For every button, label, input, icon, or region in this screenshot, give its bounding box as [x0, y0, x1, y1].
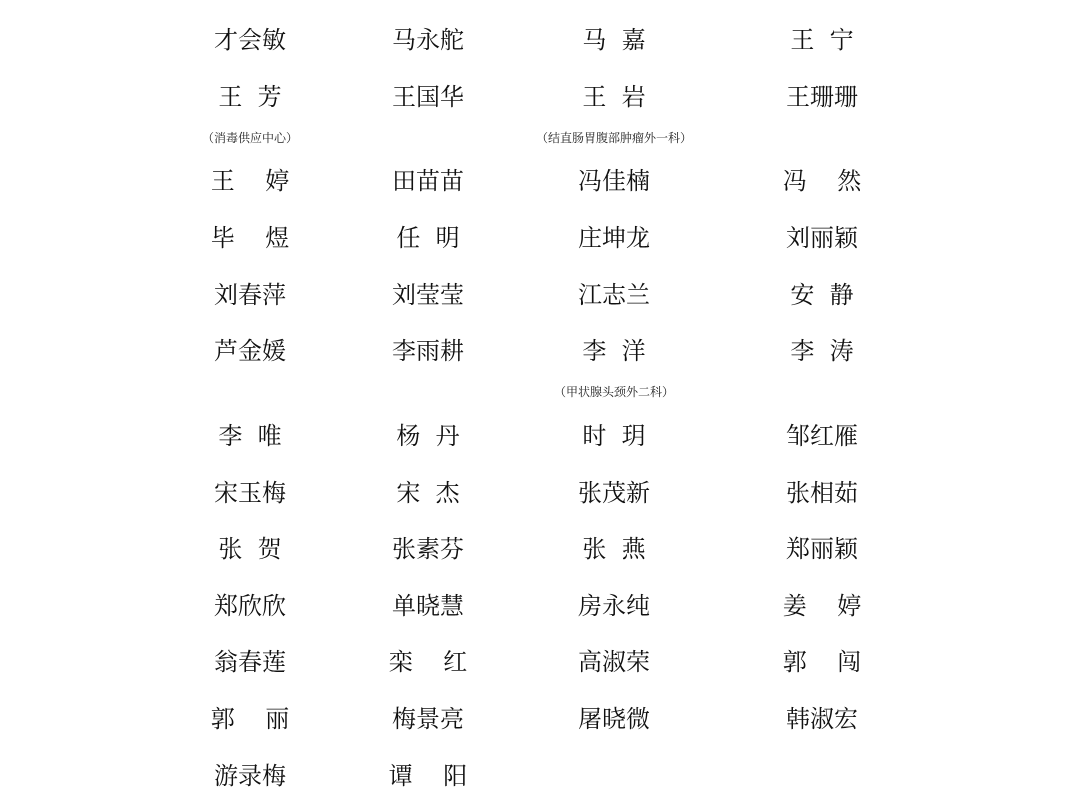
person-name: 宋 杰: [396, 479, 460, 507]
person-name: 才会敏: [214, 26, 286, 54]
person-name: 刘莹莹: [392, 281, 464, 309]
department-note: （甲状腺头颈外二科）: [553, 385, 674, 399]
person-name: 屠晓微: [578, 705, 650, 733]
person-name: 王 芳: [218, 83, 282, 111]
person-name: 王国华: [392, 83, 464, 111]
department-note: （结直肠胃腹部肿瘤外一科）: [535, 131, 692, 145]
person-name: 芦金媛: [214, 337, 286, 365]
person-name: 游录梅: [214, 762, 286, 790]
person-name: 房永纯: [578, 592, 650, 620]
person-name: 高淑荣: [578, 648, 650, 676]
person-name: 姜 婷: [782, 592, 862, 620]
person-name: 庄坤龙: [578, 224, 650, 252]
person-name: 韩淑宏: [786, 705, 858, 733]
person-name: 张茂新: [578, 479, 650, 507]
person-name: 马永舵: [392, 26, 464, 54]
person-name: 梅景亮: [392, 705, 464, 733]
person-name: 郑丽颖: [786, 535, 858, 563]
person-name: 张 贺: [218, 535, 282, 563]
person-name: 马 嘉: [582, 26, 646, 54]
person-name: 郭 闯: [782, 648, 862, 676]
person-name: 张素芬: [392, 535, 464, 563]
person-name: 张 燕: [582, 535, 646, 563]
person-name: 栾 红: [388, 648, 468, 676]
person-name: 毕 煜: [210, 224, 290, 252]
person-name: 李 唯: [218, 422, 282, 450]
person-name: 刘春萍: [214, 281, 286, 309]
person-name: 安 静: [790, 281, 854, 309]
person-name: 冯佳楠: [578, 167, 650, 195]
person-name: 刘丽颖: [786, 224, 858, 252]
person-name: 郭 丽: [210, 705, 290, 733]
person-name: 任 明: [396, 224, 460, 252]
person-name: 王 婷: [210, 167, 290, 195]
person-name: 时 玥: [582, 422, 646, 450]
person-name: 江志兰: [578, 281, 650, 309]
person-name: 张相茹: [786, 479, 858, 507]
person-name: 田苗苗: [392, 167, 464, 195]
department-note: （消毒供应中心）: [201, 131, 298, 145]
person-name: 翁春莲: [214, 648, 286, 676]
person-name: 李 洋: [582, 337, 646, 365]
person-name: 李雨耕: [392, 337, 464, 365]
person-name: 王 宁: [790, 26, 854, 54]
person-name: 李 涛: [790, 337, 854, 365]
person-name: 王珊珊: [786, 83, 858, 111]
person-name: 冯 然: [782, 167, 862, 195]
person-name: 邹红雁: [786, 422, 858, 450]
person-name: 王 岩: [582, 83, 646, 111]
person-name: 宋玉梅: [214, 479, 286, 507]
person-name: 杨 丹: [396, 422, 460, 450]
person-name: 郑欣欣: [214, 592, 286, 620]
person-name: 谭 阳: [388, 762, 468, 790]
person-name: 单晓慧: [392, 592, 464, 620]
